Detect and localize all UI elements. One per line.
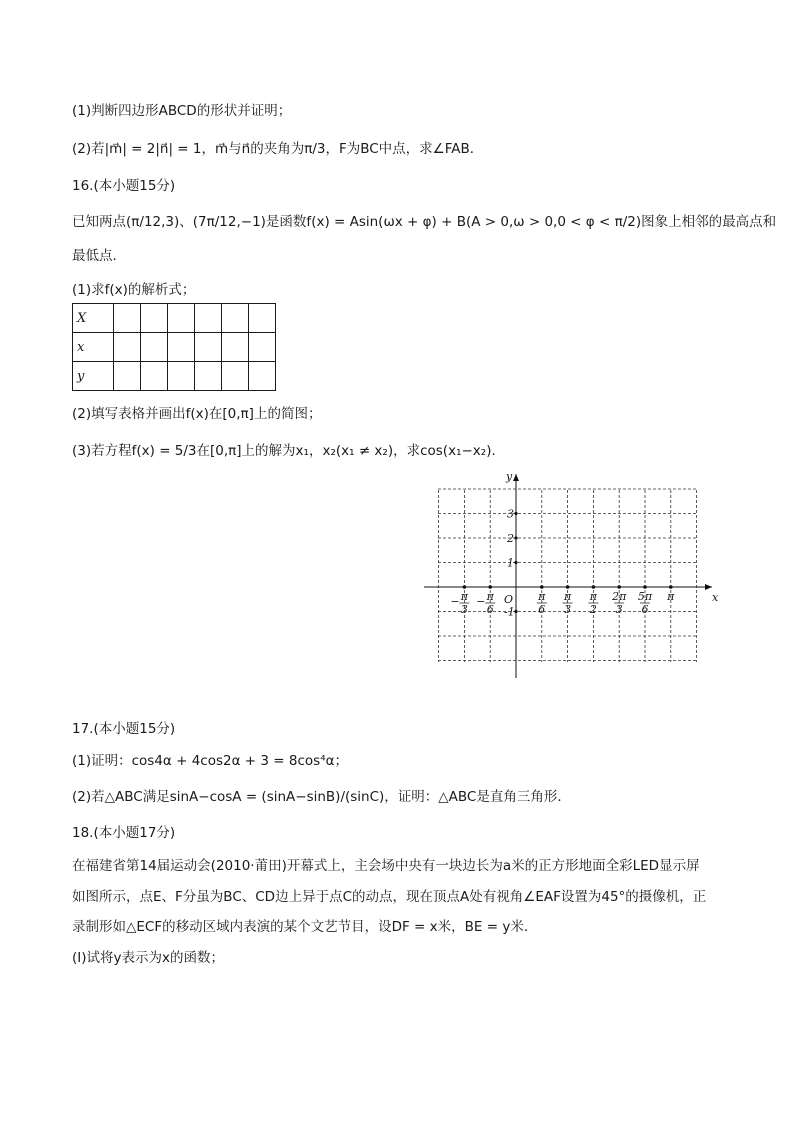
x-tick-dot bbox=[463, 585, 467, 589]
table-cell[interactable] bbox=[168, 333, 195, 362]
x-tick-numerator: π bbox=[486, 590, 494, 603]
table-cell[interactable] bbox=[114, 304, 141, 333]
x-tick-dot bbox=[488, 585, 492, 589]
q16-header: 16.(本小题15分) bbox=[72, 178, 176, 194]
x-tick-denominator: 3 bbox=[615, 603, 623, 616]
q15-part2: (2)若|m⃗| = 2|n⃗| = 1，m⃗与n⃗的夹角为π/3，F为BC中点，求∠FAB． bbox=[72, 141, 484, 157]
x-tick-denominator: 3 bbox=[460, 603, 468, 616]
table-cell[interactable] bbox=[141, 362, 168, 391]
table-row-label: x bbox=[73, 333, 114, 362]
x-tick-numerator: π bbox=[563, 590, 572, 603]
table-cell[interactable] bbox=[249, 362, 276, 391]
table-cell[interactable] bbox=[168, 304, 195, 333]
table-cell[interactable] bbox=[195, 333, 222, 362]
table-row-label: X bbox=[73, 304, 114, 333]
q18-stem-line2: 如图所示，点E、F分虽为BC、CD边上异于点C的动点，现在顶点A处有视角∠EAF设置为45°的摄像机，正 bbox=[72, 889, 707, 905]
x-tick-numerator: π bbox=[460, 590, 469, 603]
table-cell[interactable] bbox=[141, 333, 168, 362]
x-tick-dot bbox=[669, 585, 673, 589]
x-tick-denominator: 3 bbox=[564, 603, 572, 616]
y-axis-arrow-icon bbox=[513, 474, 519, 481]
x-tick-minus: − bbox=[450, 595, 460, 608]
q16-part1: (1)求f(x)的解析式； bbox=[72, 282, 196, 298]
q16-part3: (3)若方程f(x) = 5/3在[0,π]上的解为x₁，x₂(x₁ ≠ x₂)，求cos(x₁−x₂)． bbox=[72, 443, 505, 459]
table-cell[interactable] bbox=[195, 362, 222, 391]
x-tick-dot bbox=[540, 585, 544, 589]
y-axis-label: y bbox=[506, 470, 513, 483]
y-tick-dot bbox=[514, 610, 517, 613]
x-tick-numerator: 5π bbox=[637, 590, 653, 603]
x-tick-numerator: π bbox=[667, 590, 675, 603]
x-tick-dot bbox=[643, 585, 647, 589]
x-tick-denominator: 6 bbox=[538, 603, 546, 616]
table-row bbox=[73, 333, 276, 362]
x-tick-numerator: π bbox=[538, 590, 546, 603]
y-tick-dot bbox=[514, 536, 517, 539]
table-cell[interactable] bbox=[249, 333, 276, 362]
table-cell[interactable] bbox=[195, 304, 222, 333]
q15-part1: (1)判断四边形ABCD的形状并证明； bbox=[72, 103, 292, 119]
q16-stem-line2: 最低点． bbox=[72, 248, 126, 264]
x-tick-dot bbox=[617, 585, 621, 589]
value-table bbox=[72, 303, 276, 391]
x-tick-minus: − bbox=[476, 595, 486, 608]
q17-part1: (1)证明：cos4α + 4cos2α + 3 = 8cos⁴α； bbox=[72, 753, 349, 769]
q17-part2: (2)若△ABC满足sinA−cosA = (sinA−sinB)/(sinC)，证明：△ABC是直角三角形． bbox=[72, 789, 571, 805]
table-cell[interactable] bbox=[249, 304, 276, 333]
y-tick-label: -1 bbox=[504, 605, 515, 619]
table-cell[interactable] bbox=[114, 333, 141, 362]
q17-header: 17.(本小题15分) bbox=[72, 721, 176, 737]
q18-part1: (Ⅰ)试将y表示为x的函数； bbox=[72, 950, 224, 966]
table-cell[interactable] bbox=[222, 304, 249, 333]
y-tick-dot bbox=[514, 512, 517, 515]
table-row bbox=[73, 362, 276, 391]
table-cell[interactable] bbox=[222, 333, 249, 362]
table-cell[interactable] bbox=[114, 362, 141, 391]
x-axis-label: x bbox=[712, 591, 718, 604]
y-tick-dot bbox=[514, 561, 517, 564]
y-tick-label: 1 bbox=[507, 556, 514, 570]
x-tick-numerator: 2π bbox=[612, 590, 627, 603]
x-tick-denominator: 2 bbox=[589, 603, 597, 616]
x-tick-numerator: π bbox=[589, 590, 598, 603]
q16-stem-line1: 已知两点(π/12,3)、(7π/12,−1)是函数f(x) = Asin(ωx + φ) + B(A > 0,ω > 0,0 < φ < π/2)图象上相邻的最高点和 bbox=[72, 214, 777, 230]
origin-label: O bbox=[504, 593, 514, 606]
table-row-label: y bbox=[73, 362, 114, 391]
q18-header: 18.(本小题17分) bbox=[72, 825, 176, 841]
q18-stem-line1: 在福建省第14届运动会(2010·莆田)开幕式上，主会场中央有一块边长为a米的正方形地面全彩LED显示屏 bbox=[72, 858, 700, 874]
table-cell[interactable] bbox=[222, 362, 249, 391]
y-tick-label: 3 bbox=[507, 507, 514, 521]
x-tick-dot bbox=[592, 585, 596, 589]
table-row bbox=[73, 304, 276, 333]
y-tick-label: 2 bbox=[507, 532, 514, 545]
x-axis-arrow-icon bbox=[705, 584, 712, 590]
x-tick-denominator: 6 bbox=[486, 603, 494, 616]
q16-part2: (2)填写表格并画出f(x)在[0,π]上的简图； bbox=[72, 406, 322, 422]
x-tick-dot bbox=[566, 585, 570, 589]
table-cell[interactable] bbox=[168, 362, 195, 391]
q18-stem-line3: 录制形如△ECF的移动区域内表演的某个文艺节目，设DF = x米，BE = y米． bbox=[72, 919, 538, 935]
coordinate-grid-graph bbox=[418, 466, 718, 682]
table-cell[interactable] bbox=[141, 304, 168, 333]
x-tick-denominator: 6 bbox=[641, 603, 649, 616]
